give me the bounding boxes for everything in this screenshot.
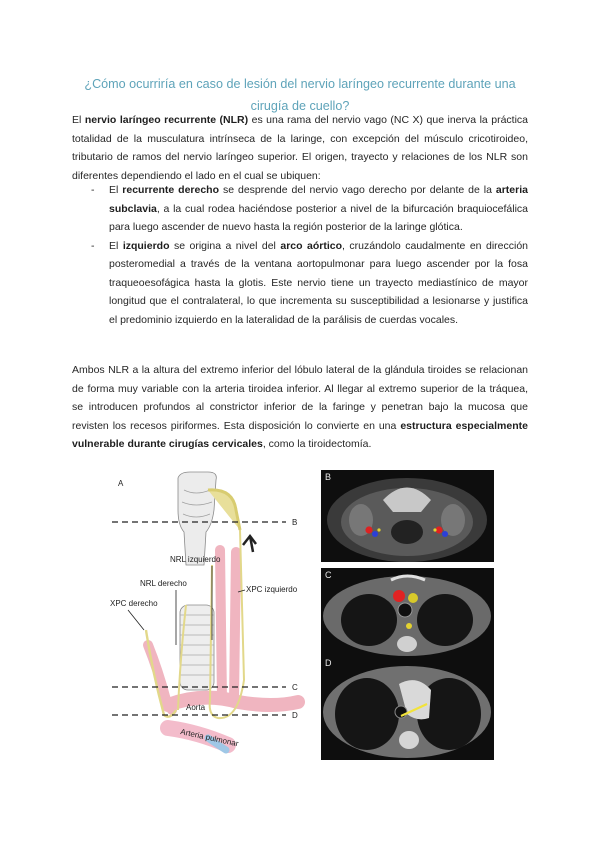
ct-scan-c [321, 568, 494, 658]
paragraph-intro [72, 111, 528, 185]
list-item [91, 237, 528, 330]
anatomy-illustration [108, 470, 308, 770]
bold-term: izquierdo [122, 239, 170, 252]
anatomy-figure [108, 470, 494, 770]
left-carotid-artery [220, 550, 222, 700]
bold-term: estructura especialmente vulnerable durante cirugías cervicales [72, 419, 528, 450]
level-d-label: D [292, 711, 298, 720]
text-run: Ambos NLR a la altura del extremo inferior del lóbulo lateral de la glándula tiroides se relacionan de forma muy variable con la arteria tiroidea inferior. Al llegar al extremo superior de la tráquea, se introducen profundos al constrictor inferior de la faringe y penetran bajo la mucosa que revisten los recesos piriformes. Esta disposición lo convierte en una [72, 364, 528, 432]
label-arteria-pulmonar: Arteria pulmonar [179, 727, 240, 749]
text-run: es una rama del nervio vago (NC X) que inerva la práctica totalidad de la musculatura intrínseca de la laringe, con excepción del músculo cricotiroideo, tributario de ramos del nervio laríngeo superior. El origen, trayecto y relaciones de los NLR son diferentes dependiendo el lado en el cual se ubiquen: [72, 114, 529, 182]
panel-a-letter: A [118, 479, 124, 488]
bullet-list [91, 181, 528, 329]
left-jugular-vessel [234, 552, 236, 700]
list-item [91, 181, 528, 237]
text-run: El [109, 239, 123, 252]
text-run: , como la tiroidectomía. [262, 438, 372, 450]
bold-term: nervio laríngeo recurrente (NLR) [84, 114, 249, 126]
panel-d-letter: D [325, 658, 332, 668]
ct-scan-d [321, 656, 494, 760]
text-run: El [72, 114, 85, 126]
paragraph-relations [72, 361, 528, 454]
panel-b-letter: B [325, 472, 332, 482]
text-run: se origina a nivel del [169, 239, 281, 252]
level-c-label: C [292, 683, 298, 692]
panel-c-letter: C [325, 570, 332, 580]
text-run: El [109, 184, 123, 196]
text-run: se desprende del nervio vago derecho por delante de la [219, 184, 496, 196]
page-title: ¿Cómo ocurriría en caso de lesión del nervio laríngeo recurrente durante una cirugía de cuello? [84, 77, 516, 113]
label-xpc-izquierdo: XPC izquierdo [246, 585, 298, 594]
label-nrl-derecho: NRL derecho [140, 579, 187, 588]
label-aorta: Aorta [186, 703, 206, 712]
bold-term: arteria subclavia [109, 184, 528, 215]
bold-term: arco aórtico [280, 239, 343, 252]
ct-scan-b [321, 470, 494, 562]
text-run: , cruzándolo caudalmente en dirección posteromedial a través de la ventana aortopulmonar para luego ascender por la fosa traqueoesofágica hasta la glotis. Este nervio tiene un trayecto mediastínico de mayor longitud que el contralateral, lo que incrementa su susceptibilidad a lesionarse y justifica el predominio izquierdo en la lateralidad de la parálisis de cuerdas vocales. [109, 239, 528, 326]
text-run: , a la cual rodea haciéndose posterior a nivel de la bifurcación braquiocefálica para luego ascender de nuevo hasta la región posterior de la laringe glótica. [109, 202, 528, 233]
label-nrl-izquierdo: NRL izquierdo [170, 555, 221, 564]
bold-term: recurrente derecho [122, 184, 220, 196]
level-b-label: B [292, 518, 298, 527]
label-xpc-derecho: XPC derecho [110, 599, 158, 608]
